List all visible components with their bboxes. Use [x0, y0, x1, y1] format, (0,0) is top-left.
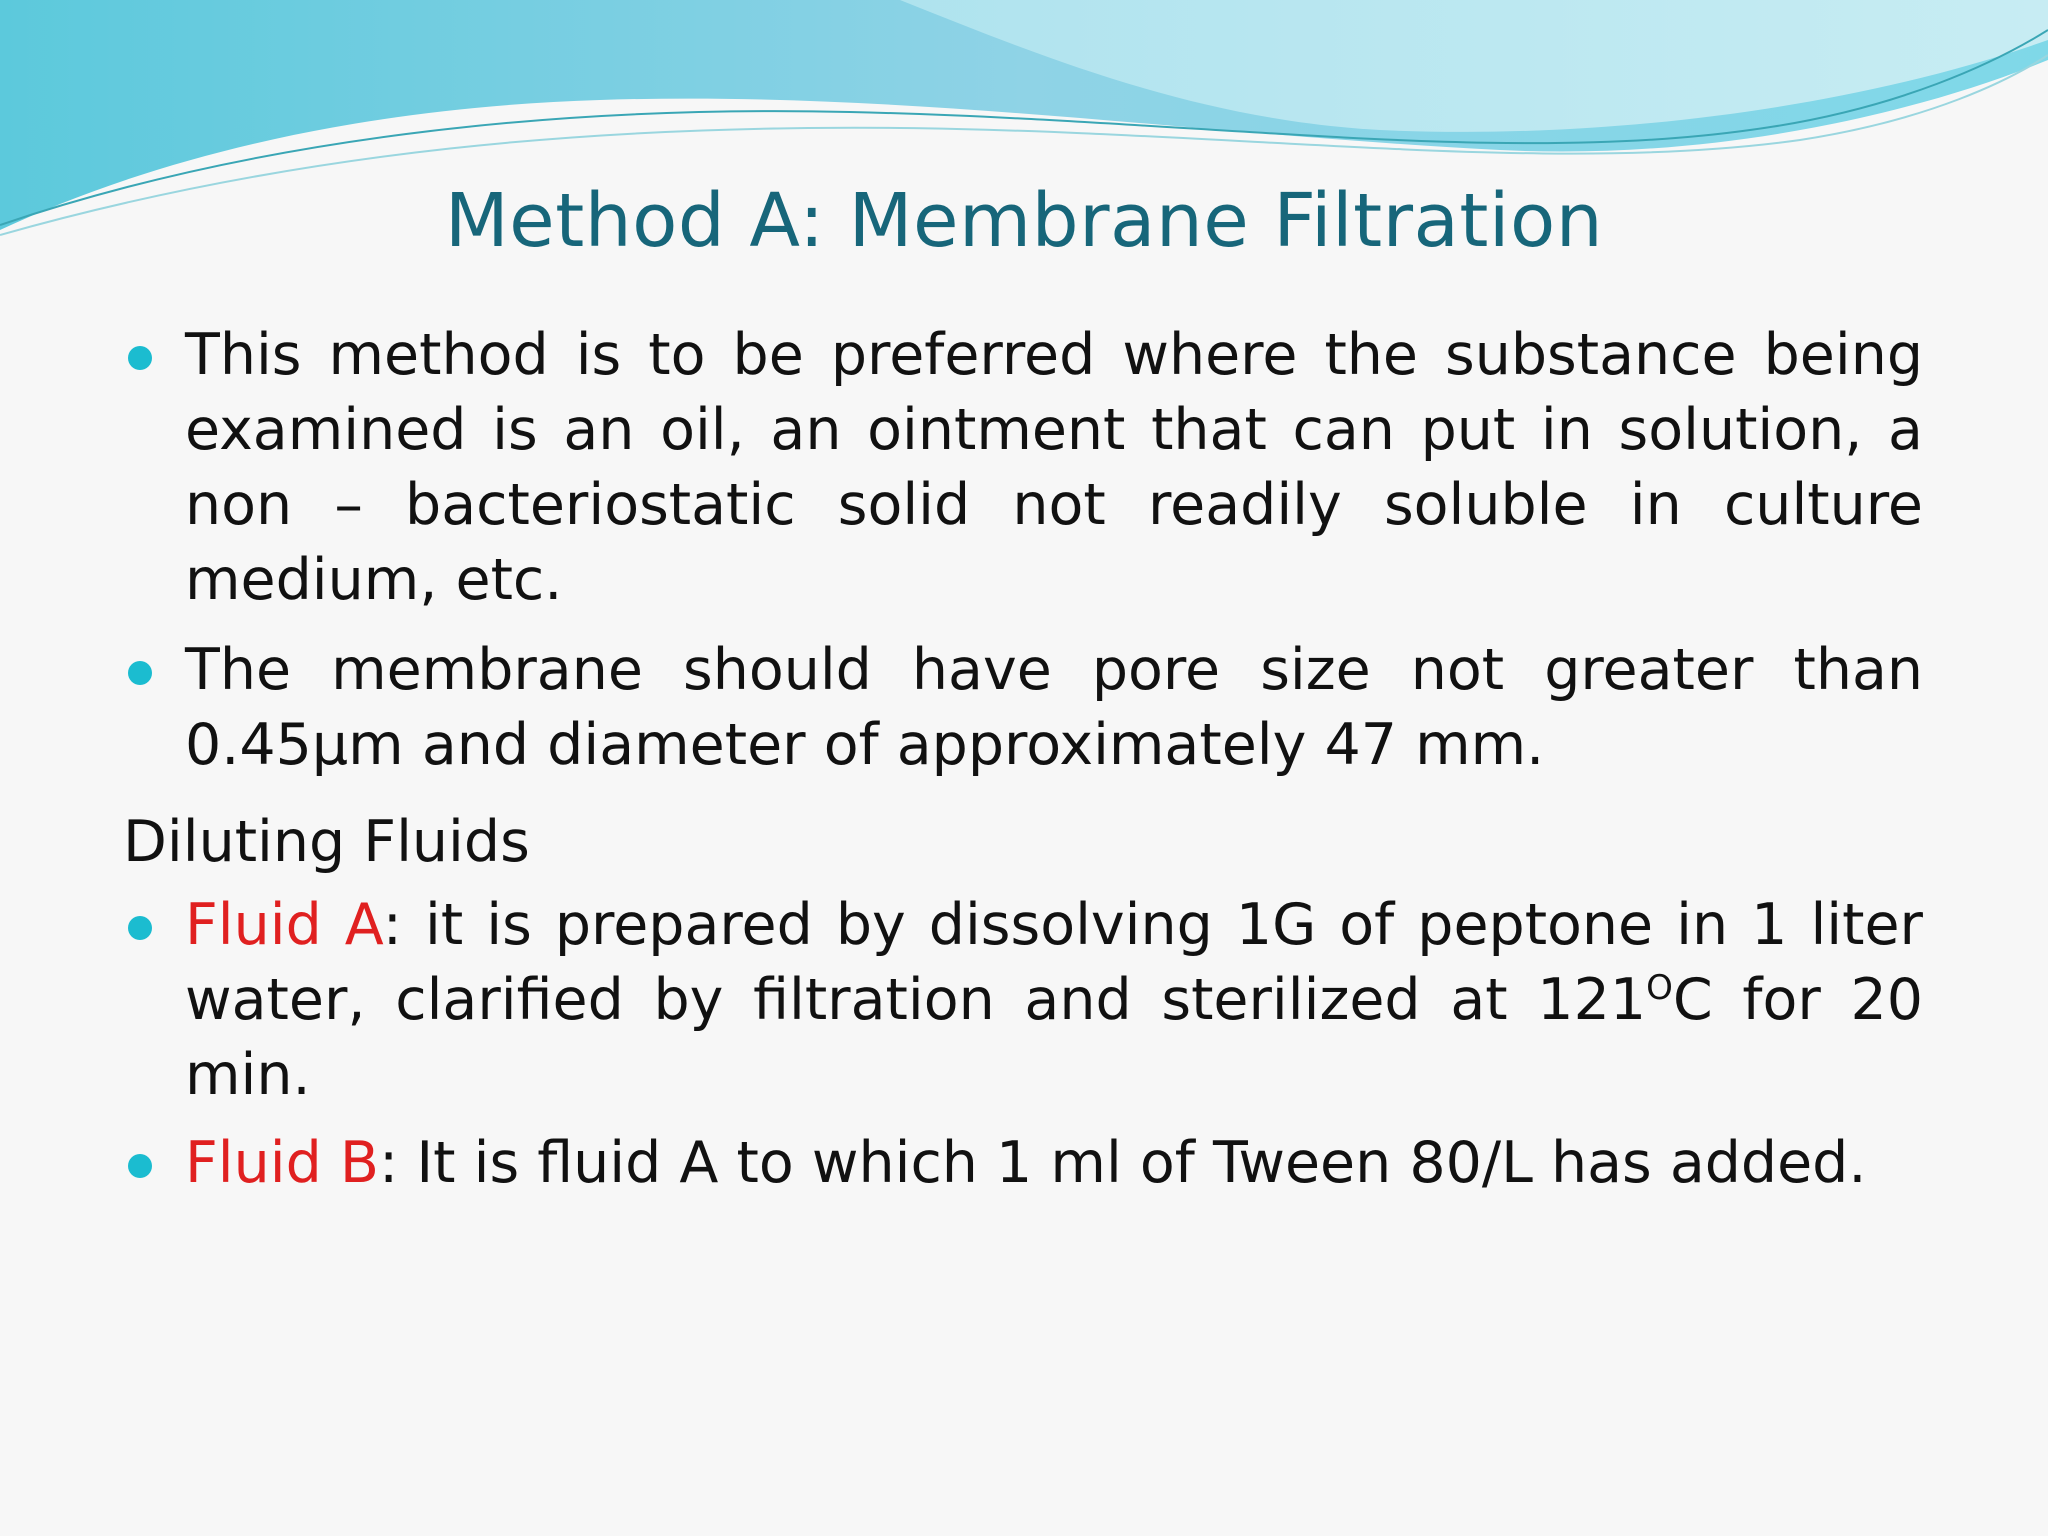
slide-title: Method A: Membrane Filtration [444, 178, 1604, 264]
degree-superscript: O [1646, 968, 1673, 1008]
fluid-a-label: Fluid A [185, 892, 383, 958]
fluid-a-text [185, 888, 1923, 1113]
bullet-dot-icon [128, 1154, 152, 1178]
fluid-a-description-end: C for 20 min. [185, 967, 1923, 1108]
bullet-dot-icon [128, 661, 152, 685]
bullet-dot-icon [128, 916, 152, 940]
section-heading: Diluting Fluids [123, 809, 530, 875]
fluid-b-description: : It is fluid A to which 1 ml of Tween 80/L has added. [379, 1130, 1867, 1196]
bullet-text-2: The membrane should have pore size not greater than 0.45µm and diameter of approximately 47 mm. [185, 637, 1923, 778]
bullet-dot-icon [128, 346, 152, 370]
fluid-a-description: : it is prepared by dissolving 1G of peptone in 1 liter water, clarified by filtration and sterilized at 121 [185, 892, 1923, 1033]
bullet-text-1: This method is to be preferred where the substance being examined is an oil, an ointment that can put in solution, a non – bacteriostatic solid not readily soluble in culture medium, etc. [185, 322, 1923, 613]
fluid-b-text [185, 1126, 1923, 1201]
fluid-b-label: Fluid B [185, 1130, 379, 1196]
